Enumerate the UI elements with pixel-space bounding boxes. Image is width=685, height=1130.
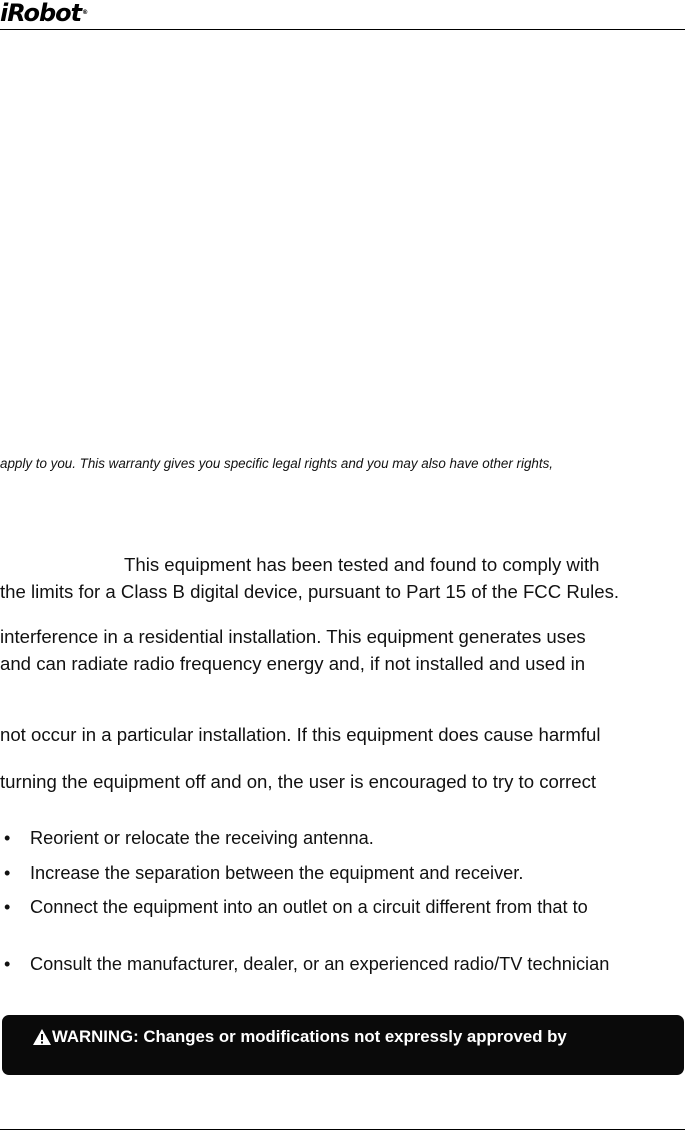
bullet-text: Reorient or relocate the receiving antenna. — [30, 828, 374, 848]
bullet-icon: • — [4, 954, 11, 974]
bullet-icon: • — [4, 828, 11, 848]
warning-text: WARNING: Changes or modifications not expressly approved by — [52, 1027, 567, 1046]
fcc-line-5: not occur in a particular installation. If this equipment does cause harmful — [0, 724, 601, 745]
warning-triangle-icon — [32, 1028, 52, 1046]
fcc-line-4: and can radiate radio frequency energy and, if not installed and used in — [0, 653, 586, 674]
header-rule — [0, 29, 685, 30]
bullet-text: Connect the equipment into an outlet on a circuit different from that to — [30, 897, 588, 917]
bullet-icon: • — [4, 863, 11, 883]
fcc-line-6: turning the equipment off and on, the user is encouraged to try to correct — [0, 771, 597, 792]
page-header — [0, 0, 685, 30]
bullet-text: Increase the separation between the equipment and receiver. — [30, 863, 524, 883]
fcc-line-2: the limits for a Class B digital device, pursuant to Part 15 of the FCC Rules. — [0, 581, 620, 602]
warranty-text: apply to you. This warranty gives you specific legal rights and you may also have other rights, — [0, 456, 554, 471]
fcc-line-3: interference in a residential installation. This equipment generates uses — [0, 626, 586, 647]
bullet-text: Consult the manufacturer, dealer, or an experienced radio/TV technician — [30, 954, 610, 974]
warning-box — [2, 1015, 684, 1075]
fcc-line-1: This equipment has been tested and found to comply with — [124, 554, 600, 575]
bullet-icon: • — [4, 897, 11, 917]
irobot-logo: iRobot® — [0, 0, 89, 27]
